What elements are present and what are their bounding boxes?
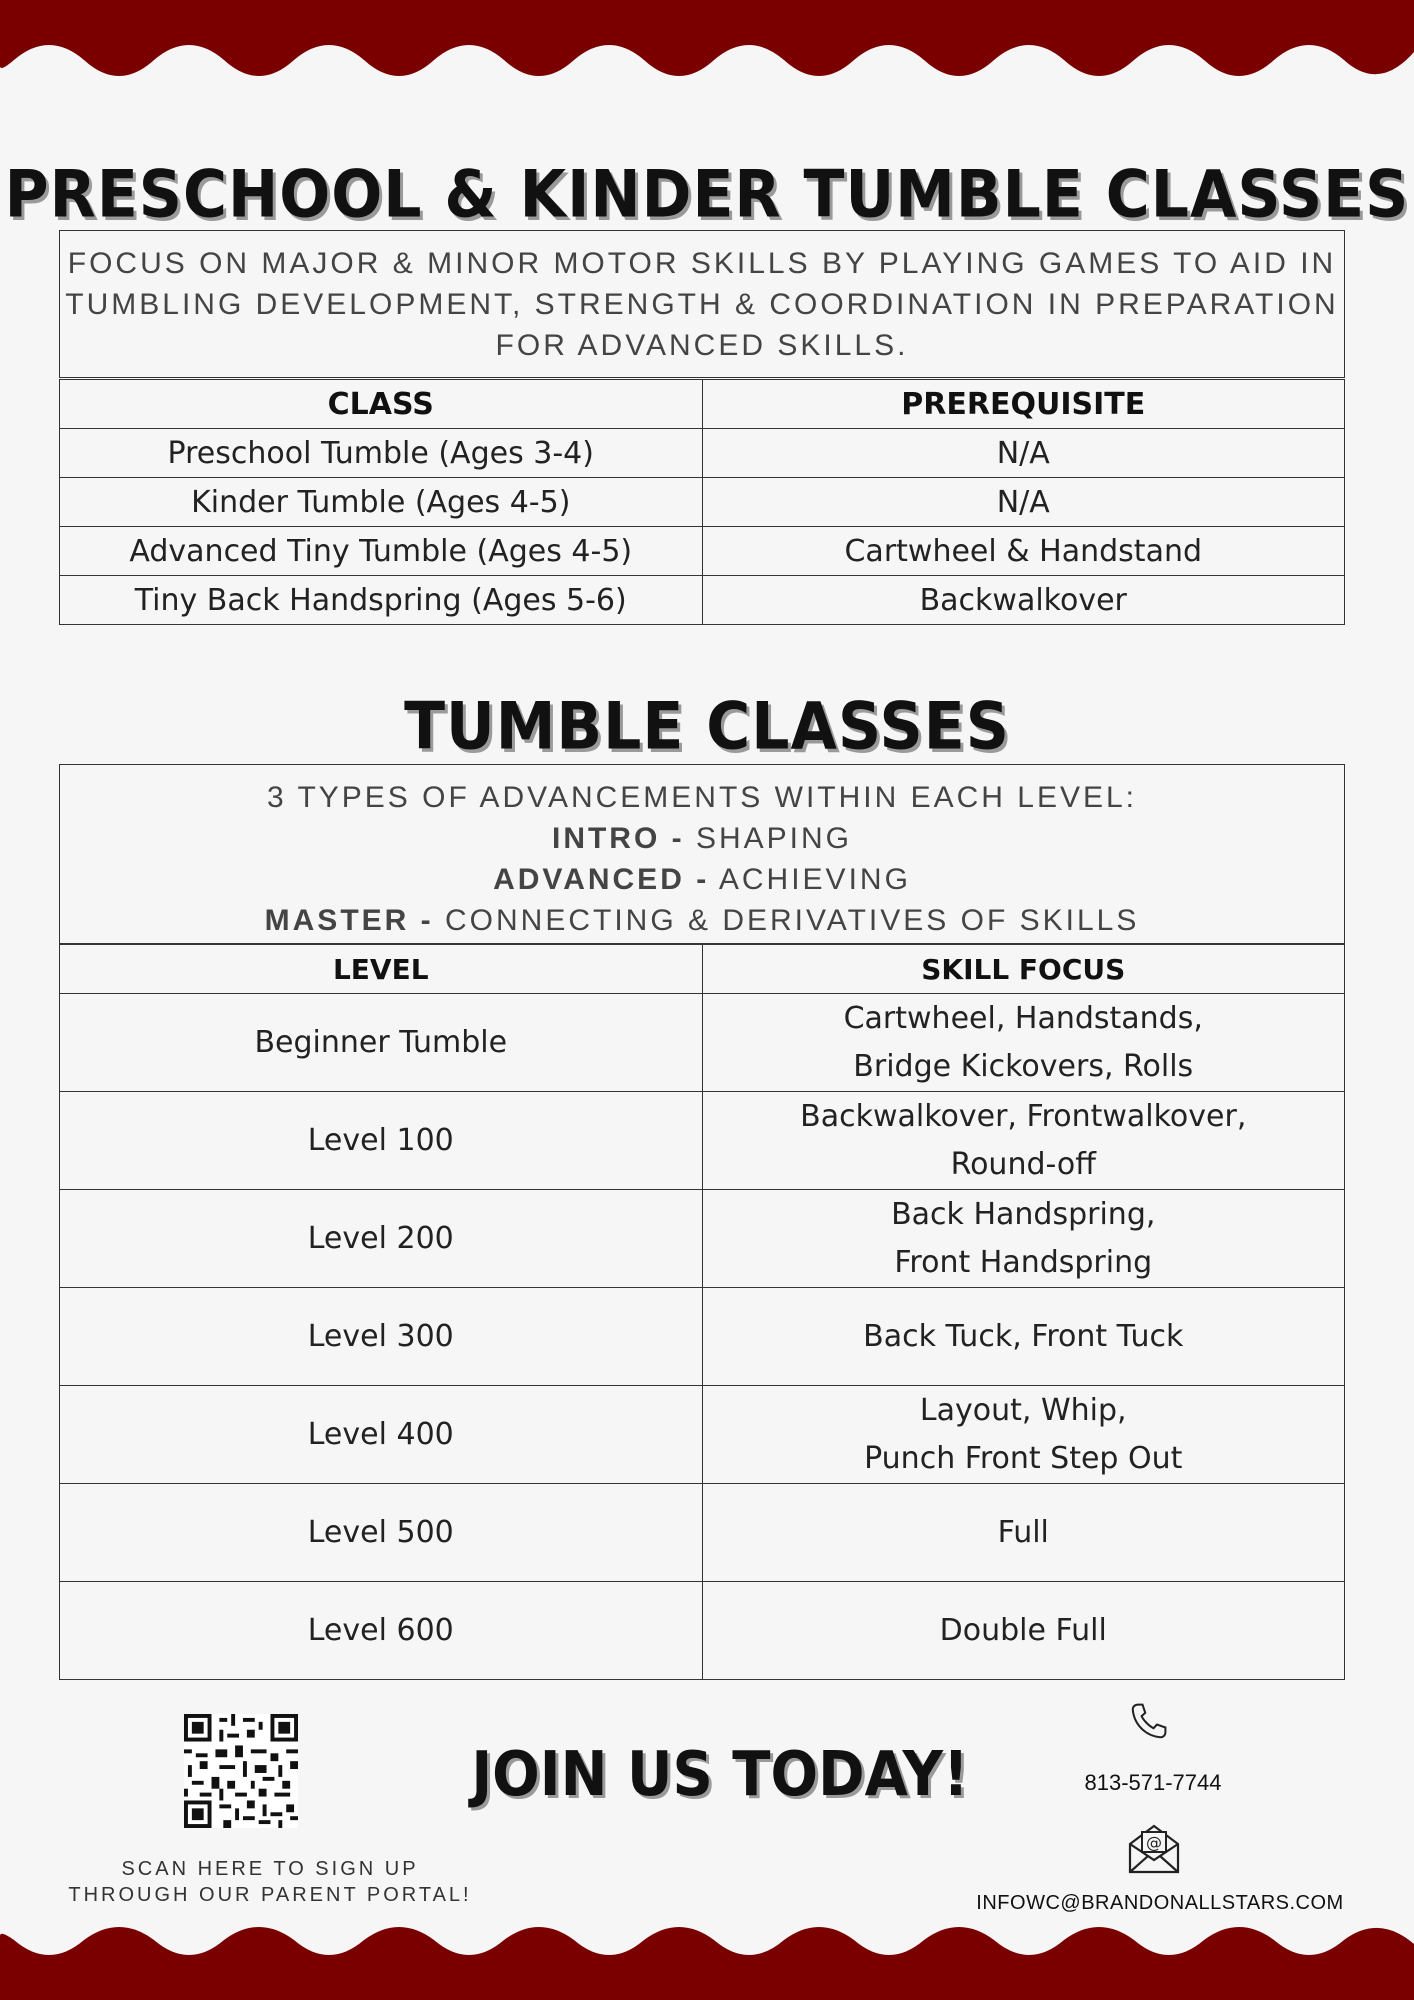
phone-icon bbox=[1126, 1700, 1170, 1744]
column-header-level: LEVEL bbox=[60, 945, 703, 994]
advancement-master-line bbox=[60, 900, 1344, 941]
skill-cell bbox=[702, 1484, 1345, 1582]
skill-cell bbox=[702, 1288, 1345, 1386]
skill-line: Back Tuck, Front Tuck bbox=[863, 1318, 1184, 1354]
level-cell: Beginner Tumble bbox=[60, 994, 703, 1092]
class-cell: Advanced Tiny Tumble (Ages 4-5) bbox=[60, 527, 703, 576]
phone-number[interactable]: 813-571-7744 bbox=[1084, 1770, 1222, 1795]
table-row bbox=[60, 576, 1345, 625]
level-cell: Level 600 bbox=[60, 1582, 703, 1680]
class-cell: Preschool Tumble (Ages 3-4) bbox=[60, 429, 703, 478]
skill-line: Bridge Kickovers, Rolls bbox=[853, 1048, 1194, 1084]
table-row bbox=[60, 1386, 1345, 1484]
table-row bbox=[60, 1190, 1345, 1288]
skill-line: Round-off bbox=[950, 1146, 1096, 1182]
advancement-text: SHAPING bbox=[695, 822, 853, 855]
tumble-section-title: TUMBLE CLASSES bbox=[404, 689, 1010, 765]
level-cell: Level 200 bbox=[60, 1190, 703, 1288]
skill-cell bbox=[702, 1386, 1345, 1484]
class-cell: Kinder Tumble (Ages 4-5) bbox=[60, 478, 703, 527]
skill-cell bbox=[702, 1190, 1345, 1288]
scan-line: THROUGH OUR PARENT PORTAL! bbox=[68, 1884, 472, 1906]
table-header-row bbox=[60, 945, 1345, 994]
prerequisite-cell: Backwalkover bbox=[702, 576, 1345, 625]
skill-cell bbox=[702, 1582, 1345, 1680]
skill-line: Backwalkover, Frontwalkover, bbox=[800, 1098, 1247, 1134]
svg-text:@: @ bbox=[1146, 1833, 1162, 1852]
column-header-skill-focus: SKILL FOCUS bbox=[702, 945, 1345, 994]
table-row bbox=[60, 994, 1345, 1092]
scan-instructions bbox=[60, 1856, 480, 1908]
skill-line: Layout, Whip, bbox=[919, 1392, 1127, 1428]
tumble-level-table bbox=[59, 944, 1345, 1680]
top-wave-banner bbox=[0, 0, 1414, 92]
skill-line: Cartwheel, Handstands, bbox=[843, 1000, 1203, 1036]
advancements-intro: 3 TYPES OF ADVANCEMENTS WITHIN EACH LEVEL: bbox=[266, 781, 1138, 814]
class-cell: Tiny Back Handspring (Ages 5-6) bbox=[60, 576, 703, 625]
level-cell: Level 400 bbox=[60, 1386, 703, 1484]
email-address[interactable]: INFOWC@BRANDONALLSTARS.COM bbox=[976, 1892, 1344, 1914]
skill-cell bbox=[702, 1092, 1345, 1190]
advancement-label: ADVANCED - bbox=[493, 863, 710, 896]
table-row bbox=[60, 478, 1345, 527]
table-row bbox=[60, 1288, 1345, 1386]
qr-code-icon[interactable] bbox=[184, 1714, 298, 1828]
skill-line: Punch Front Step Out bbox=[864, 1440, 1183, 1476]
email-icon bbox=[1126, 1822, 1182, 1874]
level-cell: Level 100 bbox=[60, 1092, 703, 1190]
skill-line: Back Handspring, bbox=[891, 1196, 1156, 1232]
column-header-class: CLASS bbox=[60, 380, 703, 429]
level-cell: Level 300 bbox=[60, 1288, 703, 1386]
level-cell: Level 500 bbox=[60, 1484, 703, 1582]
table-header-row bbox=[60, 380, 1345, 429]
advancement-text: CONNECTING & DERIVATIVES OF SKILLS bbox=[445, 904, 1140, 937]
preschool-class-table bbox=[59, 379, 1345, 625]
skill-line: Double Full bbox=[939, 1612, 1107, 1648]
advancement-text: ACHIEVING bbox=[718, 863, 911, 896]
advancement-intro-line bbox=[60, 818, 1344, 859]
table-row bbox=[60, 527, 1345, 576]
scan-line: SCAN HERE TO SIGN UP bbox=[121, 1858, 419, 1880]
table-row bbox=[60, 1092, 1345, 1190]
bottom-wave-banner bbox=[0, 1914, 1414, 2000]
prerequisite-cell: N/A bbox=[702, 478, 1345, 527]
column-header-prerequisite: PREREQUISITE bbox=[702, 380, 1345, 429]
advancements-box bbox=[59, 764, 1345, 944]
preschool-section-title: PRESCHOOL & KINDER TUMBLE CLASSES bbox=[4, 157, 1410, 233]
table-row bbox=[60, 1484, 1345, 1582]
prerequisite-cell: N/A bbox=[702, 429, 1345, 478]
advancement-label: INTRO - bbox=[551, 822, 685, 855]
table-row bbox=[60, 1582, 1345, 1680]
skill-line: Front Handspring bbox=[894, 1244, 1153, 1280]
table-row bbox=[60, 429, 1345, 478]
skill-line: Full bbox=[997, 1514, 1049, 1550]
preschool-description: FOCUS ON MAJOR & MINOR MOTOR SKILLS BY PLAYING GAMES TO AID IN TUMBLING DEVELOPMENT, STRENGTH & COORDINATION IN PREPARATION FOR ADVANCED SKILLS. bbox=[59, 230, 1345, 378]
join-us-heading: JOIN US TODAY! bbox=[471, 1738, 969, 1811]
advancement-advanced-line bbox=[60, 859, 1344, 900]
prerequisite-cell: Cartwheel & Handstand bbox=[702, 527, 1345, 576]
advancement-label: MASTER - bbox=[264, 904, 434, 937]
skill-cell bbox=[702, 994, 1345, 1092]
